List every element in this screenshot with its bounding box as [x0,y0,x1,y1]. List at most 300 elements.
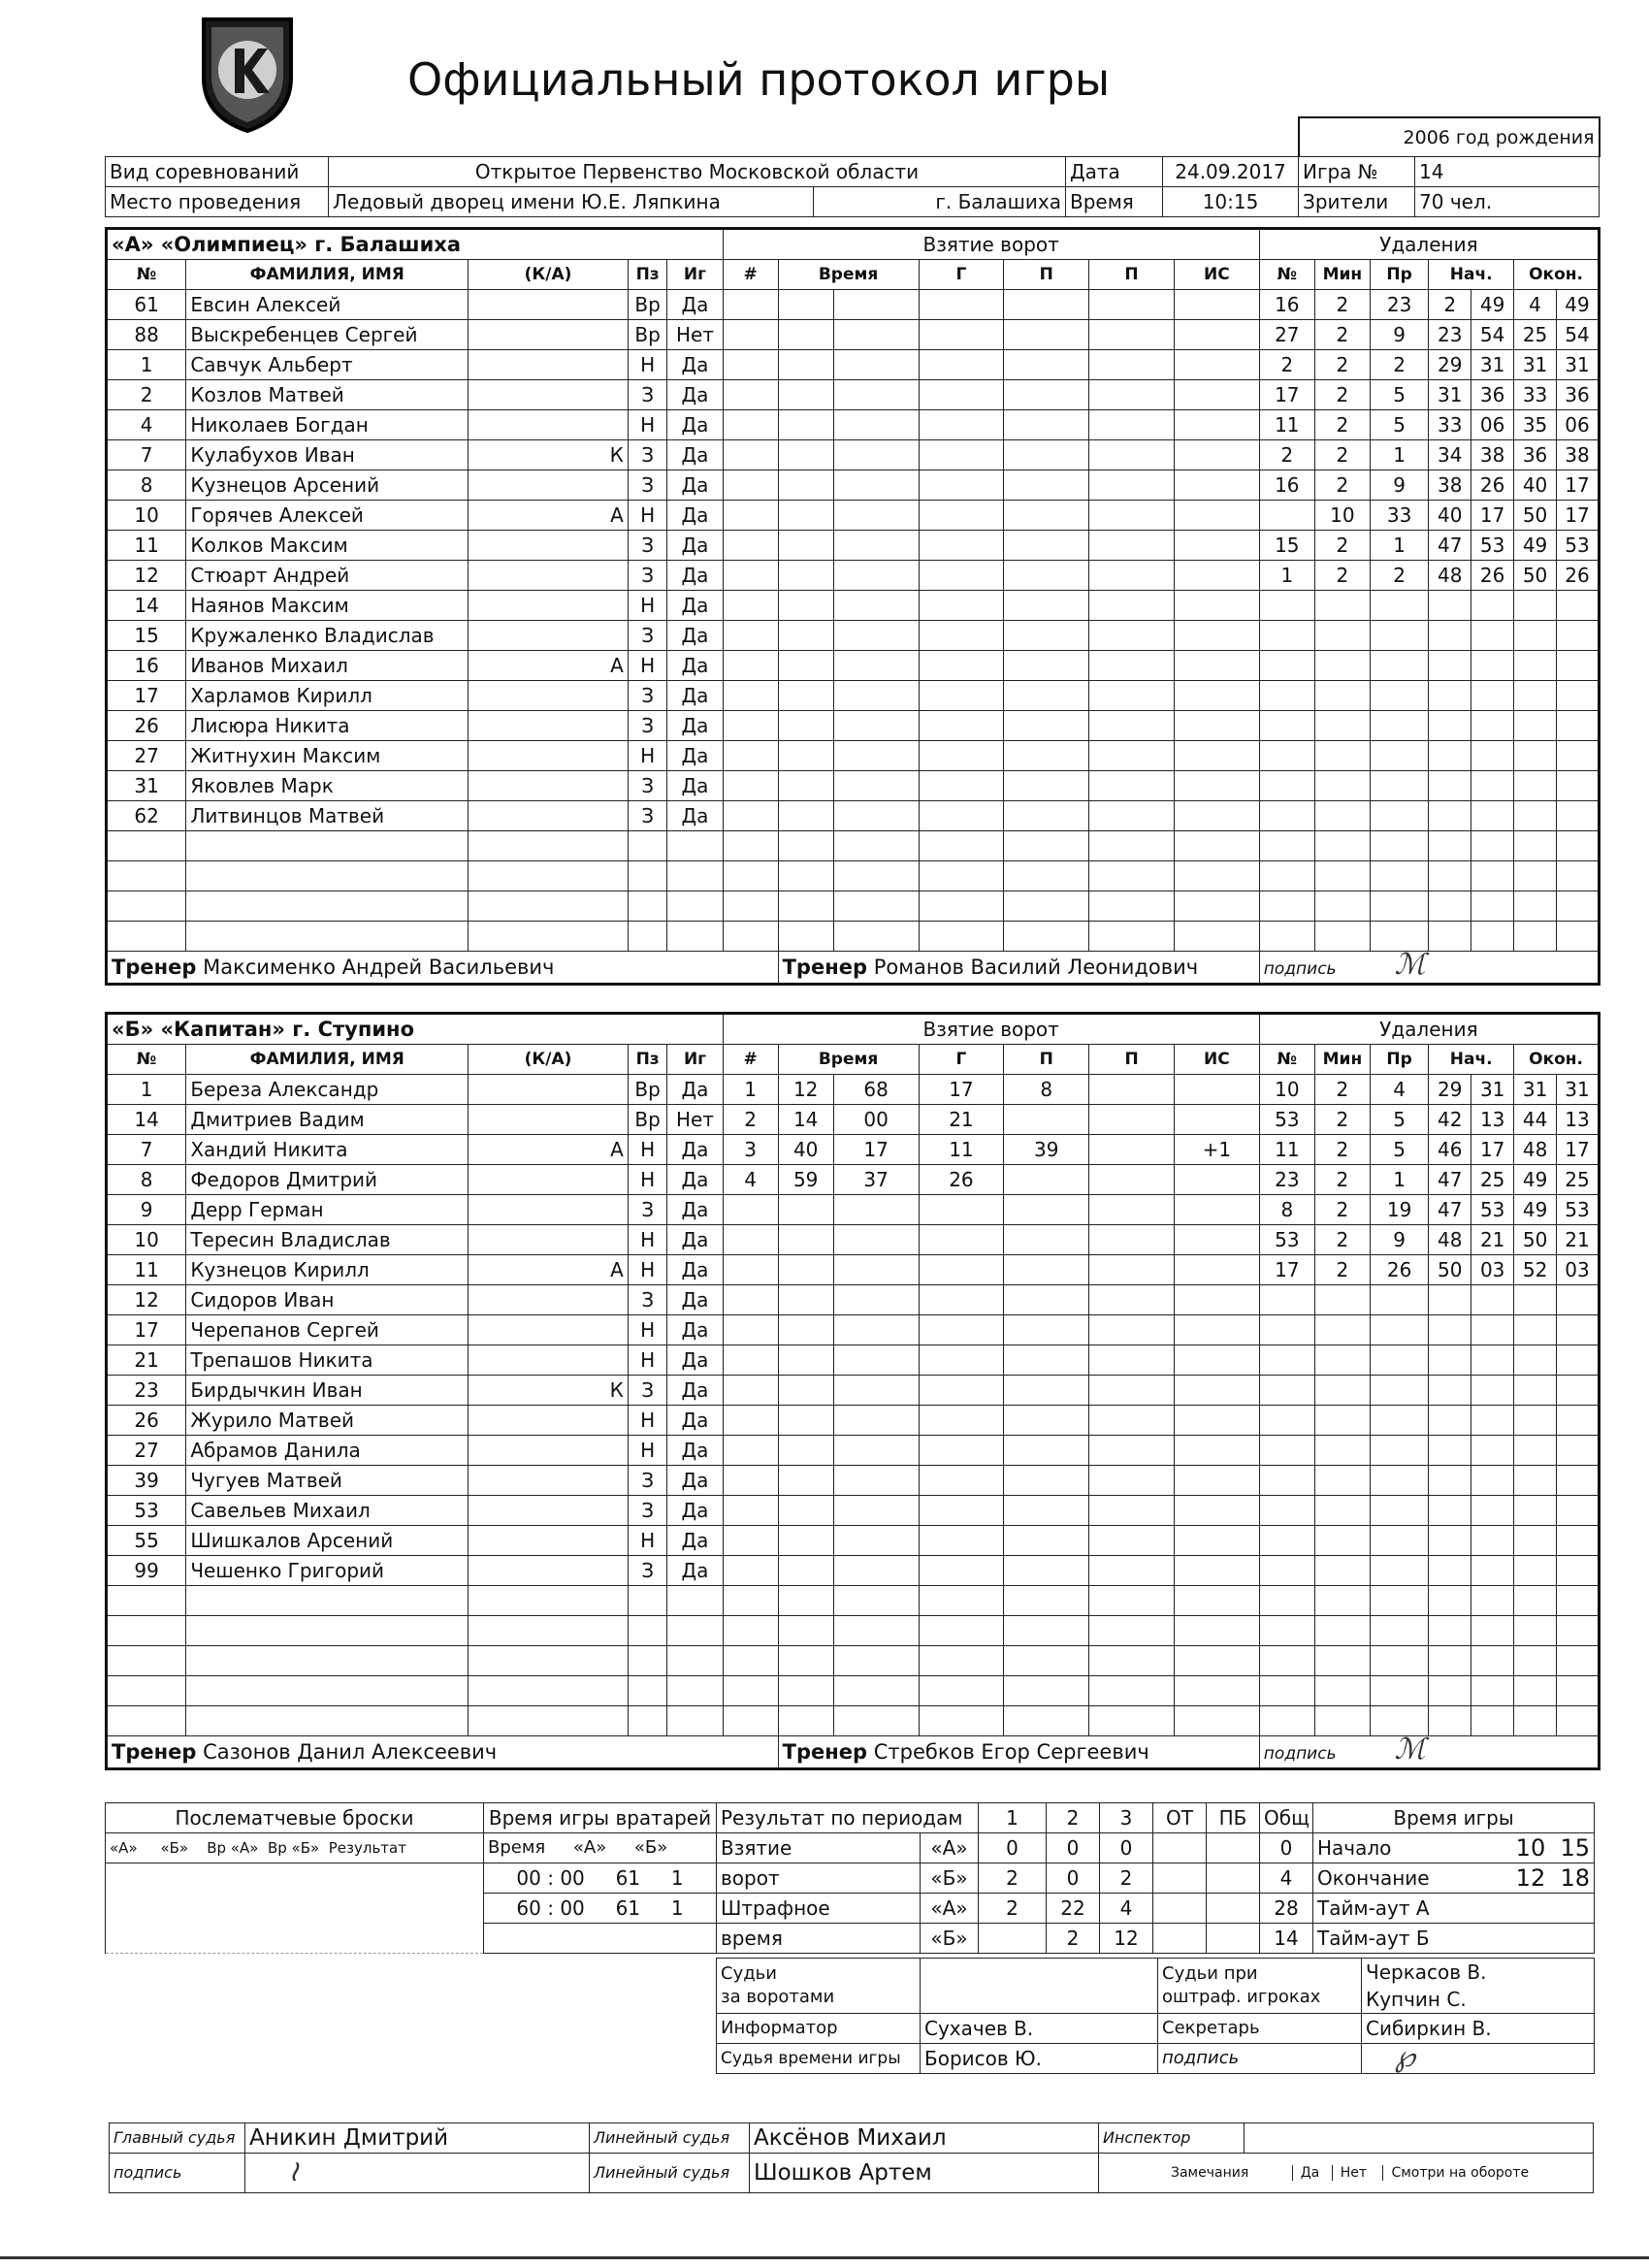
team-a-row [107,380,1600,410]
team-a-goal-assist2 [1089,922,1175,952]
team-b-pen-end-min [1514,1436,1557,1466]
game-time-title: Время игры [1313,1803,1595,1833]
team-a-player-role: К [469,440,629,470]
team-a-pen-start-sec: 26 [1471,470,1514,501]
team-a-player-number: 8 [107,470,186,501]
team-b-goal-situation [1174,1105,1259,1135]
team-a-pen-reason [1370,831,1428,861]
team-a-pen-minutes: 2 [1314,320,1370,350]
team-b-goal-minute [778,1706,833,1736]
team-a-player-name: Житнухин Максим [186,741,469,771]
team-b-player-played: Да [667,1406,723,1436]
pen-a-p3: 4 [1100,1894,1153,1924]
team-a-goal-situation [1174,470,1259,501]
team-b-goal-second: 37 [833,1165,919,1195]
team-b-pen-end-sec: 25 [1557,1165,1600,1195]
remarks-see-back: Смотри на обороте [1382,2165,1529,2181]
team-a-goal-minute [778,320,833,350]
team-a-pen-end-sec: 31 [1557,350,1600,380]
team-b-goal-second [833,1586,919,1616]
team-a-goal-assist1 [1004,531,1089,561]
team-b-pen-end-sec: 21 [1557,1225,1600,1255]
team-b-goal-assist2 [1089,1436,1175,1466]
team-a-player-number: 17 [107,681,186,711]
team-b-player-played: Да [667,1436,723,1466]
team-b-pen-player: 53 [1259,1105,1314,1135]
team-b-goal-minute [778,1496,833,1526]
pen-b-pb [1207,1924,1260,1954]
team-a-pen-start-min [1429,591,1471,621]
remarks-row [1099,2154,1594,2193]
team-b-col-goal-time: Время [778,1045,919,1075]
team-b-coach-1 [107,1736,779,1769]
team-b-player-position: З [628,1466,667,1496]
team-b-goal-second [833,1616,919,1646]
team-a-penalties-title: Удаления [1259,229,1599,260]
signature-mark: ℳ [1394,951,1426,982]
team-a-goals-title: Взятие ворот [723,229,1259,260]
team-a-goal-minute [778,561,833,591]
team-b-goal-situation [1174,1315,1259,1345]
bottom-rule [0,2256,1649,2259]
goals-b-total: 4 [1260,1863,1313,1894]
team-a-pen-minutes [1314,591,1370,621]
team-b-goal-assist2 [1089,1315,1175,1345]
team-a-pen-start-sec [1471,891,1514,922]
team-a-goal-minute [778,831,833,861]
team-a-row [107,831,1600,861]
team-a-pen-end-min: 33 [1514,380,1557,410]
team-a-pen-start-min [1429,922,1471,952]
team-a-pen-player [1259,651,1314,681]
team-b-goal-situation [1174,1165,1259,1195]
team-a-pen-player [1259,711,1314,741]
team-b-pen-start-sec: 13 [1471,1105,1514,1135]
team-b-player-position [628,1646,667,1676]
team-b-pen-reason [1370,1376,1428,1406]
team-b-pen-player: 17 [1259,1255,1314,1285]
team-a-pen-end-sec [1557,621,1600,651]
team-b-player-role [469,1556,629,1586]
team-b-col-pen-end: Окон. [1514,1045,1600,1075]
team-b-goal-scorer [919,1616,1004,1646]
team-b-goal-assist1 [1004,1315,1089,1345]
team-b-pen-reason [1370,1496,1428,1526]
team-b-pen-start-min: 50 [1429,1255,1471,1285]
team-b-goal-situation [1174,1376,1259,1406]
team-b-col-goal-is: ИС [1174,1045,1259,1075]
team-a-player-number: 16 [107,651,186,681]
gk-row-2-min: 60 [516,1896,541,1920]
team-b-pen-player [1259,1556,1314,1586]
team-b-goal-number [723,1345,778,1376]
team-b-goal-assist2 [1089,1586,1175,1616]
team-b-col-goal-g: Г [919,1045,1004,1075]
time-value: 10:15 [1163,187,1299,217]
team-b-pen-start-sec [1471,1646,1514,1676]
team-b-goal-second [833,1406,919,1436]
team-b-player-position: Вр [628,1075,667,1105]
team-b-pen-start-sec: 03 [1471,1255,1514,1285]
team-b-player-played [667,1706,723,1736]
team-b-goal-assist2 [1089,1556,1175,1586]
team-a-pen-player: 1 [1259,561,1314,591]
team-b-player-played: Нет [667,1105,723,1135]
team-a-goal-minute [778,801,833,831]
team-b-goal-minute [778,1466,833,1496]
team-b-pen-player [1259,1586,1314,1616]
team-a-player-role [469,320,629,350]
team-b-player-role [469,1075,629,1105]
team-b-row [107,1225,1600,1255]
team-b-goal-assist1 [1004,1345,1089,1376]
team-b-goal-minute [778,1315,833,1345]
team-a-player-played: Да [667,350,723,380]
period-pb: ПБ [1207,1803,1260,1833]
team-a-player-number: 62 [107,801,186,831]
team-a-goal-situation [1174,651,1259,681]
team-b-pen-start-sec [1471,1556,1514,1586]
team-b-col-no: № [107,1045,186,1075]
team-b-pen-end-min [1514,1376,1557,1406]
team-a-player-role [469,831,629,861]
team-a-pen-reason: 9 [1370,320,1428,350]
team-a-player-position [628,831,667,861]
team-b-pen-minutes [1314,1646,1370,1676]
team-a-coach-2 [778,952,1259,985]
team-a-pen-player [1259,801,1314,831]
team-a-col-no: № [107,260,186,290]
team-a-goal-scorer [919,470,1004,501]
team-a-pen-end-sec [1557,922,1600,952]
gk-row-1-b: 1 [670,1866,684,1890]
team-b-player-name [186,1586,469,1616]
team-b-pen-end-min [1514,1646,1557,1676]
team-a-goal-scorer [919,561,1004,591]
team-a-goal-assist2 [1089,621,1175,651]
team-a-goal-assist2 [1089,801,1175,831]
team-a-goal-assist1 [1004,440,1089,470]
team-a-pen-end-min [1514,621,1557,651]
team-a-pen-start-sec: 49 [1471,290,1514,320]
team-a-goal-assist1 [1004,320,1089,350]
team-b-player-name: Абрамов Данила [186,1436,469,1466]
team-a-pen-end-min [1514,741,1557,771]
team-a-pen-minutes: 2 [1314,470,1370,501]
team-a-goal-minute [778,681,833,711]
team-a-row [107,771,1600,801]
team-a-player-role [469,922,629,952]
team-b-player-position [628,1586,667,1616]
team-b-goal-second [833,1376,919,1406]
team-b-col-goal-p1: П [1004,1045,1089,1075]
team-a-goal-assist2 [1089,380,1175,410]
team-a-pen-start-sec: 31 [1471,350,1514,380]
team-a-pen-minutes [1314,922,1370,952]
team-b-goal-scorer [919,1195,1004,1225]
team-a-row [107,741,1600,771]
team-b-col-pen-start: Нач. [1429,1045,1514,1075]
team-a-goal-assist1 [1004,651,1089,681]
team-a-player-number: 7 [107,440,186,470]
team-b-goal-situation [1174,1406,1259,1436]
team-a-goal-assist1 [1004,861,1089,891]
team-b-player-role [469,1315,629,1345]
team-b-row [107,1406,1600,1436]
team-b-pen-start-sec [1471,1345,1514,1376]
team-a-player-position: Вр [628,290,667,320]
gk-col-b: «Б» [633,1837,668,1858]
team-b-goal-assist1 [1004,1676,1089,1706]
team-a-col-ka: (К/А) [469,260,629,290]
team-a-pen-player: 2 [1259,440,1314,470]
team-a-table [105,227,1600,986]
team-b-col-pen-pr: Пр [1370,1045,1428,1075]
team-a-pen-start-min [1429,681,1471,711]
team-b-player-role [469,1225,629,1255]
goals-a-total: 0 [1260,1833,1313,1863]
coach-name: Романов Василий Леонидович [873,956,1199,979]
team-a-player-number: 27 [107,741,186,771]
team-a-goal-situation [1174,290,1259,320]
team-b-pen-minutes: 2 [1314,1105,1370,1135]
team-a-player-name: Колков Максим [186,531,469,561]
team-b-goal-minute [778,1406,833,1436]
team-b-goal-scorer: 11 [919,1135,1004,1165]
team-b-goal-assist2 [1089,1225,1175,1255]
team-a-goal-assist2 [1089,410,1175,440]
start-row [1313,1833,1595,1863]
team-a-player-played: Да [667,470,723,501]
team-b-goal-scorer [919,1676,1004,1706]
team-a-pen-start-min: 2 [1429,290,1471,320]
team-b-player-name: Чешенко Григорий [186,1556,469,1586]
team-a-pen-minutes: 2 [1314,440,1370,470]
team-b-pen-start-min [1429,1406,1471,1436]
team-b-goal-assist1 [1004,1105,1089,1135]
team-a-goal-minute [778,861,833,891]
team-a-goal-assist2 [1089,561,1175,591]
team-a-player-name: Горячев Алексей [186,501,469,531]
team-a-row [107,531,1600,561]
team-b-pen-end-sec [1557,1406,1600,1436]
team-a-goal-number [723,320,778,350]
team-a-goal-assist2 [1089,350,1175,380]
team-b-pen-start-min [1429,1556,1471,1586]
team-b-goal-minute [778,1345,833,1376]
team-b-row [107,1496,1600,1526]
team-b-player-played [667,1586,723,1616]
team-a-pen-end-min: 40 [1514,470,1557,501]
team-a-row [107,501,1600,531]
team-b-goal-assist1 [1004,1466,1089,1496]
team-b-pen-start-min [1429,1496,1471,1526]
team-a-col-pen-min: Мин [1314,260,1370,290]
team-b-goal-scorer [919,1225,1004,1255]
team-b-player-number: 99 [107,1556,186,1586]
team-b-goal-number [723,1436,778,1466]
bottom-table [105,1802,1595,1954]
team-a-goal-scorer [919,681,1004,711]
team-b-pen-start-sec [1471,1315,1514,1345]
team-b-pen-player [1259,1376,1314,1406]
team-a-player-played: Да [667,651,723,681]
team-a-player-name: Кулабухов Иван [186,440,469,470]
results-title: Результат по периодам [717,1803,979,1833]
remarks-no[interactable]: Нет [1332,2165,1367,2181]
team-a-goal-scorer [919,741,1004,771]
team-b-row [107,1255,1600,1285]
pen-judges-values [1362,1959,1595,2014]
team-b-col-pen-no: № [1259,1045,1314,1075]
team-b-row [107,1466,1600,1496]
team-a-goal-number [723,380,778,410]
team-a-pen-end-sec: 17 [1557,501,1600,531]
team-b-goal-minute [778,1255,833,1285]
team-b-table [105,1012,1600,1770]
team-a-player-role [469,531,629,561]
team-a-row [107,320,1600,350]
period-2: 2 [1047,1803,1100,1833]
goal-judges-label [717,1959,921,2014]
team-b-goal-assist2 [1089,1646,1175,1676]
team-b-row [107,1646,1600,1676]
team-a-player-number: 10 [107,501,186,531]
team-a-goal-number [723,531,778,561]
team-a-pen-player [1259,741,1314,771]
team-b-goal-second [833,1195,919,1225]
team-a-goal-assist1 [1004,380,1089,410]
team-a-pen-start-min: 23 [1429,320,1471,350]
team-a-pen-end-sec: 36 [1557,380,1600,410]
team-b-player-role: А [469,1255,629,1285]
remarks-label: Замечания [1171,2165,1249,2181]
team-b-goal-number [723,1315,778,1345]
team-b-goal-situation [1174,1285,1259,1315]
team-a-goal-scorer [919,501,1004,531]
team-b-goal-situation [1174,1616,1259,1646]
goals-b-p3: 2 [1100,1863,1153,1894]
page-title: Официальный протокол игры [407,53,1111,106]
vremya-label: время [717,1924,921,1954]
secretary-label: Секретарь [1158,2014,1362,2044]
team-a-row [107,891,1600,922]
team-b-pen-end-min [1514,1345,1557,1376]
team-a-player-number: 1 [107,350,186,380]
team-a-goal-scorer [919,621,1004,651]
team-a-goal-situation [1174,380,1259,410]
team-a-pen-player: 2 [1259,350,1314,380]
team-a-col-pen-start: Нач. [1429,260,1514,290]
pen-b-total: 14 [1260,1924,1313,1954]
team-a-pen-reason [1370,621,1428,651]
team-b-pen-minutes [1314,1376,1370,1406]
team-b-pen-end-sec: 03 [1557,1255,1600,1285]
team-a-tag-2: «А» [921,1894,979,1924]
team-b-player-name: Дмитриев Вадим [186,1105,469,1135]
team-b-goals-title: Взятие ворот [723,1014,1259,1045]
team-b-goal-assist2 [1089,1135,1175,1165]
team-a-pen-end-min: 49 [1514,531,1557,561]
team-a-pen-end-min [1514,922,1557,952]
team-a-row [107,621,1600,651]
team-b-player-role [469,1616,629,1646]
team-a-goal-scorer [919,320,1004,350]
team-a-pen-end-sec: 54 [1557,320,1600,350]
team-a-pen-start-sec: 36 [1471,380,1514,410]
team-a-player-played: Да [667,711,723,741]
team-a-goal-scorer [919,410,1004,440]
team-b-pen-player: 23 [1259,1165,1314,1195]
team-b-pen-end-sec [1557,1586,1600,1616]
team-a-player-role [469,591,629,621]
team-a-goal-second [833,290,919,320]
team-b-goal-assist2 [1089,1376,1175,1406]
team-b-player-name: Дерр Герман [186,1195,469,1225]
team-a-player-role [469,861,629,891]
team-b-goal-situation [1174,1436,1259,1466]
team-a-pen-reason [1370,711,1428,741]
team-a-pen-start-min [1429,891,1471,922]
team-a-goal-number [723,681,778,711]
team-a-col-goal-is: ИС [1174,260,1259,290]
team-b-goal-scorer [919,1586,1004,1616]
team-a-goal-second [833,621,919,651]
team-b-player-played: Да [667,1255,723,1285]
team-b-goal-scorer [919,1376,1004,1406]
line-ref-2: Шошков Артем [750,2154,1099,2193]
comp-label: Вид соревнований [106,157,329,187]
team-a-pen-start-sec [1471,681,1514,711]
team-a-pen-reason: 5 [1370,410,1428,440]
team-a-block [105,227,1600,986]
team-b-goal-minute [778,1376,833,1406]
team-a-player-played: Да [667,501,723,531]
team-b-pen-end-sec [1557,1315,1600,1345]
team-b-player-number: 9 [107,1195,186,1225]
team-b-pen-reason [1370,1406,1428,1436]
team-a-col-goal-p1: П [1004,260,1089,290]
team-b-player-role: А [469,1135,629,1165]
team-a-goal-situation [1174,621,1259,651]
team-b-pen-end-sec [1557,1706,1600,1736]
team-b-pen-end-min: 31 [1514,1075,1557,1105]
team-a-player-number: 14 [107,591,186,621]
team-a-pen-end-min: 50 [1514,501,1557,531]
team-a-goal-second [833,831,919,861]
team-b-pen-start-sec: 17 [1471,1135,1514,1165]
team-b-goal-situation [1174,1706,1259,1736]
team-a-goal-assist1 [1004,681,1089,711]
team-a-pen-end-sec [1557,801,1600,831]
team-a-col-pen-end: Окон. [1514,260,1600,290]
team-a-pen-reason [1370,681,1428,711]
team-b-player-number: 53 [107,1496,186,1526]
team-a-pen-end-sec [1557,741,1600,771]
team-b-goal-assist1 [1004,1255,1089,1285]
team-a-goal-situation [1174,741,1259,771]
team-b-goal-minute: 14 [778,1105,833,1135]
period-3: 3 [1100,1803,1153,1833]
team-a-pen-player [1259,621,1314,651]
team-b-goal-second [833,1556,919,1586]
remarks-yes[interactable]: Да [1292,2165,1320,2181]
team-a-goal-scorer [919,591,1004,621]
team-a-pen-minutes [1314,801,1370,831]
team-a-goal-scorer [919,831,1004,861]
team-a-pen-reason: 2 [1370,561,1428,591]
team-a-goal-situation [1174,410,1259,440]
